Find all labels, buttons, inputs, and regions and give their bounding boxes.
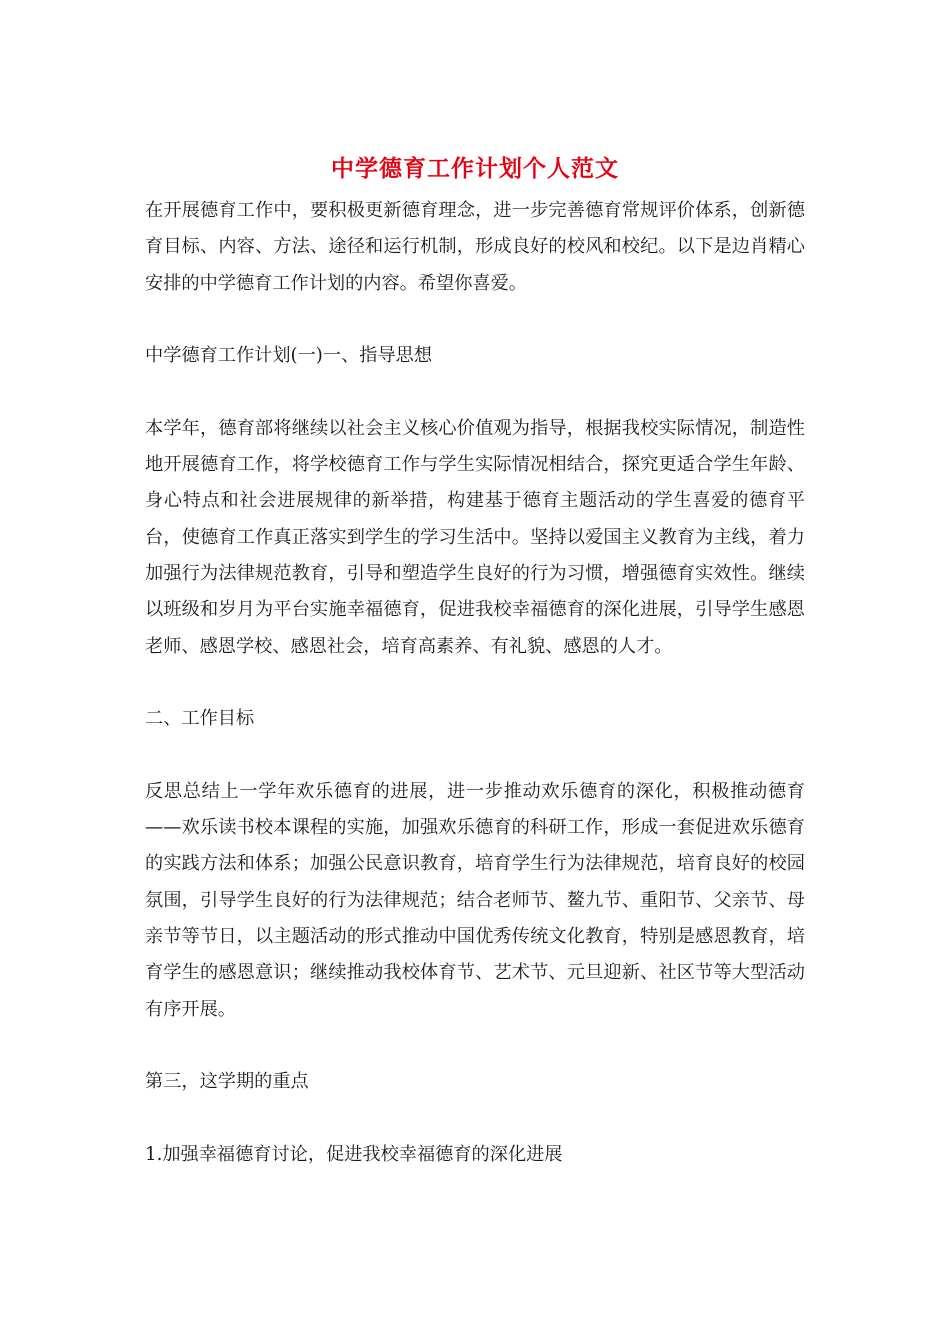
section-heading-semester-focus: 第三，这学期的重点 <box>145 1071 309 1093</box>
guiding-ideology-paragraph: 本学年，德育部将继续以社会主义核心价值观为指导，根据我校实际情况，制造性地开展德育工作，将学校德育工作与学生实际情况相结合，探究更适合学生年龄、身心特点和社会进展规律的新举措，构建基于德育主题活动的学生喜爱的德育平台，使德育工作真正落实到学生的学习生活中。坚持以爱国主义教育为主线，着力加强行为法律规范教育，引导和塑造学生良好的行为习惯，增强德育实效性。继续以班级和岁月为平台实施幸福德育，促进我校幸福德育的深化进展，引导学生感恩老师、感恩学校、感恩社会，培育高素养、有礼貌、感恩的人才。 <box>145 417 805 657</box>
section-heading-work-goals: 二、工作目标 <box>145 708 255 730</box>
document-body <box>145 193 805 1209</box>
section-heading-guiding-ideology: 中学德育工作计划(一)一、指导思想 <box>145 345 433 367</box>
focus-item-1: 1.加强幸福德育讨论，促进我校幸福德育的深化进展 <box>145 1143 563 1165</box>
document-title: 中学德育工作计划个人范文 <box>331 155 619 182</box>
work-goals-paragraph: 反思总结上一学年欢乐德育的进展，进一步推动欢乐德育的深化，积极推动德育——欢乐读书校本课程的实施，加强欢乐德育的科研工作，形成一套促进欢乐德育的实践方法和体系；加强公民意识教育，培育学生行为法律规范，培育良好的校园氛围，引导学生良好的行为法律规范；结合老师节、鳌九节、重阳节、父亲节、母亲节等节日，以主题活动的形式推动中国优秀传统文化教育，特别是感恩教育，培育学生的感恩意识；继续推动我校体育节、艺术节、元旦迎新、社区节等大型活动有序开展。 <box>145 780 805 1020</box>
intro-paragraph: 在开展德育工作中，要积极更新德育理念，进一步完善德育常规评价体系，创新德育目标、内容、方法、途径和运行机制，形成良好的校风和校纪。以下是边肖精心安排的中学德育工作计划的内容。希望你喜爱。 <box>145 200 805 294</box>
